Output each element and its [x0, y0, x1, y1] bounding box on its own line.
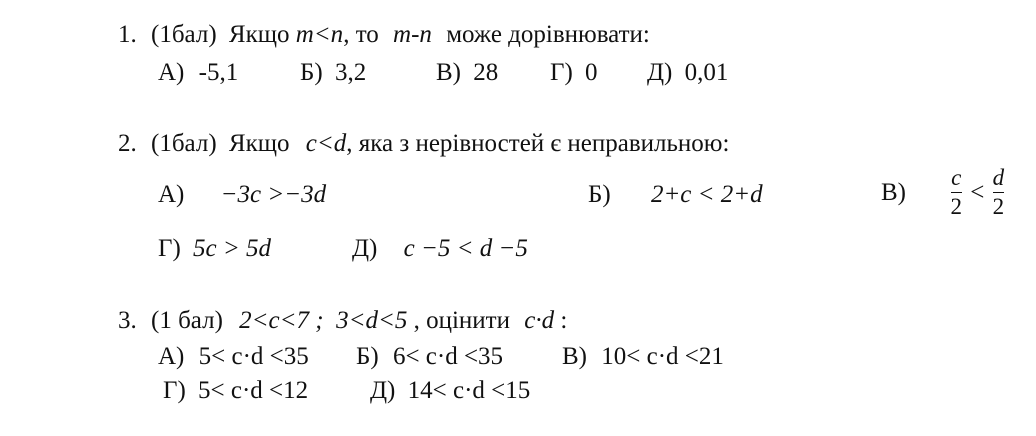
option-label: В) [881, 179, 906, 207]
option-label: Г) [550, 59, 573, 86]
question-2-line [118, 131, 729, 156]
fraction [993, 166, 1005, 219]
points-label: (1бал) [151, 130, 217, 157]
question-number: 3. [118, 307, 137, 334]
math-expr: m-n [393, 21, 432, 48]
option-label: Б) [588, 181, 611, 208]
option-value: 0,01 [684, 59, 729, 86]
option-label: В) [436, 59, 461, 86]
answer-option [352, 236, 528, 261]
fraction-denominator: 2 [992, 194, 1005, 220]
answer-option [550, 60, 598, 85]
answer-option [158, 236, 271, 261]
fraction-denominator: 2 [950, 194, 962, 220]
option-label: Д) [352, 235, 378, 262]
question-text: , яка з нерівностей є неправильною: [346, 130, 730, 157]
answer-option [158, 344, 309, 369]
option-value: 5< c·d <12 [198, 377, 309, 404]
answer-option [647, 60, 728, 85]
option-value: 2+c < 2+d [650, 181, 763, 208]
option-value: c −5 < d −5 [403, 235, 528, 262]
answer-option [300, 60, 366, 85]
option-value: 28 [473, 59, 499, 86]
option-value: 5< c·d <35 [198, 343, 309, 370]
option-label: А) [158, 59, 185, 86]
answer-option [588, 182, 763, 207]
question-1-line [118, 22, 650, 47]
fraction-numerator: c [951, 165, 962, 190]
question-3-line [118, 308, 567, 333]
answer-option [158, 60, 238, 85]
relation-symbol: < [970, 179, 985, 207]
question-text: , то [343, 21, 379, 48]
option-value: 3,2 [334, 59, 367, 86]
option-label: Б) [300, 59, 323, 86]
option-value: 6< c·d <35 [392, 343, 504, 370]
option-value: 5c > 5d [193, 235, 271, 262]
answer-option [881, 166, 1004, 219]
option-value: 0 [585, 59, 598, 86]
option-label: В) [562, 343, 587, 370]
question-text: Якщо [228, 21, 290, 48]
option-label: Д) [647, 59, 673, 86]
question-number: 2. [118, 130, 137, 157]
answer-option [163, 378, 308, 403]
answer-option [356, 344, 503, 369]
fraction [951, 166, 963, 219]
question-text: , оцінити [413, 307, 510, 334]
fraction-bar [951, 192, 963, 193]
answer-option [370, 378, 530, 403]
points-label: (1бал) [151, 21, 217, 48]
option-label: Д) [370, 377, 396, 404]
math-expr: c·d [524, 307, 555, 334]
option-label: Г) [163, 377, 186, 404]
option-value: 14< c·d <15 [407, 377, 531, 404]
question-text: Якщо [228, 130, 290, 157]
question-text: може дорівнювати: [446, 21, 650, 48]
option-label: А) [158, 181, 185, 208]
answer-option [158, 182, 326, 207]
fraction-numerator: d [992, 165, 1005, 190]
fraction-bar [993, 192, 1005, 193]
math-expr: 2<c<7 ; 3<d<5 [239, 307, 408, 334]
question-number: 1. [118, 21, 137, 48]
option-value: 10< c·d <21 [601, 343, 724, 370]
option-value: -5,1 [198, 59, 239, 86]
answer-option [436, 60, 498, 85]
math-expr: m<n [295, 21, 344, 48]
question-text: : [560, 307, 568, 334]
points-label: (1 бал) [151, 307, 223, 334]
option-value: −3c >−3d [220, 181, 327, 208]
option-label: Б) [356, 343, 379, 370]
option-label: А) [158, 343, 185, 370]
answer-option [562, 344, 724, 369]
math-expr: c<d [305, 130, 347, 157]
option-label: Г) [158, 235, 181, 262]
